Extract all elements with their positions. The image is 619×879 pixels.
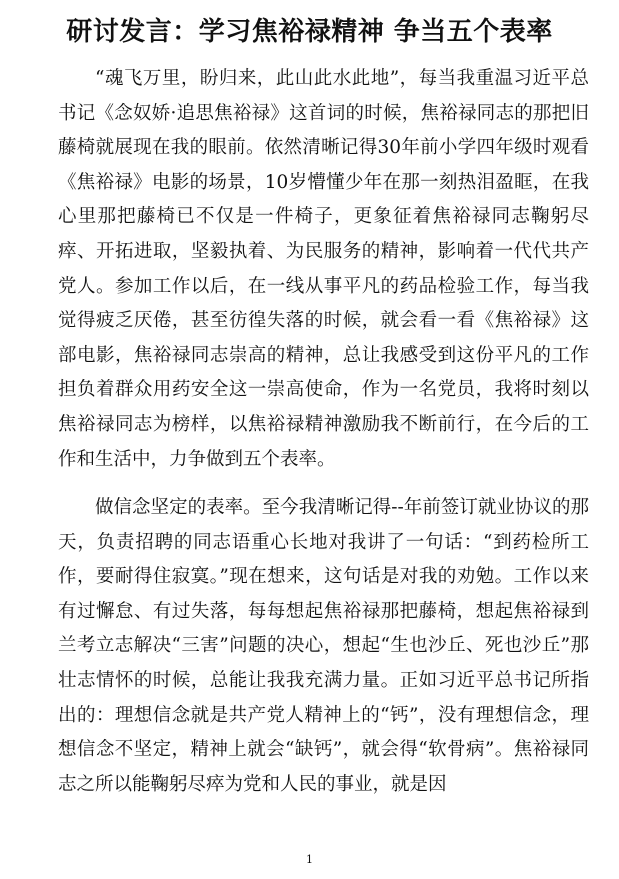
document-title: 研讨发言：学习焦裕禄精神 争当五个表率 [66, 17, 553, 47]
page-number: 1 [306, 853, 313, 866]
paragraph-intro: “魂飞万里，盼归来，此山此水此地”，每当我重温习近平总书记《念奴娇·追思焦裕禄》这首词的时候，焦裕禄同志的那把旧藤椅就展现在我的眼前。依然清晰记得30年前小学四年级时观看《焦裕禄》电影的场景，10岁懵懂少年在那一刻热泪盈眶，在我心里那把藤椅已不仅是一件椅子，更象征着焦裕禄同志鞠躬尽瘁、开拓进取，坚毅执着、为民服务的精神，影响着一代代共产党人。参加工作以后，在一线从事平凡的药品检验工作，每当我觉得疲乏厌倦，甚至彷徨失落的时候，就会看一看《焦裕禄》这部电影，焦裕禄同志崇高的精神，总让我感受到这份平凡的工作担负着群众用药安全这一崇高使命，作为一名党员，我将时刻以焦裕禄同志为榜样，以焦裕禄精神激励我不断前行，在今后的工作和生活中，力争做到五个表率。 [58, 68, 589, 470]
paragraph-firm-belief: 做信念坚定的表率。至今我清晰记得--年前签订就业协议的那天，负责招聘的同志语重心长地对我讲了一句话：“到药检所工作，要耐得住寂寞。”现在想来，这句话是对我的劝勉。工作以来有过懈怠、有过失落，每每想起焦裕禄那把藤椅，想起焦裕禄到兰考立志解决“三害”问题的决心，想起“生也沙丘、死也沙丘”那壮志情怀的时候，总能让我我充满力量。正如习近平总书记所指出的：理想信念就是共产党人精神上的“钙”，没有理想信念，理想信念不坚定，精神上就会“缺钙”，就会得“软骨病”。焦裕禄同志之所以能鞠躬尽瘁为党和人民的事业，就是因 [58, 497, 589, 795]
